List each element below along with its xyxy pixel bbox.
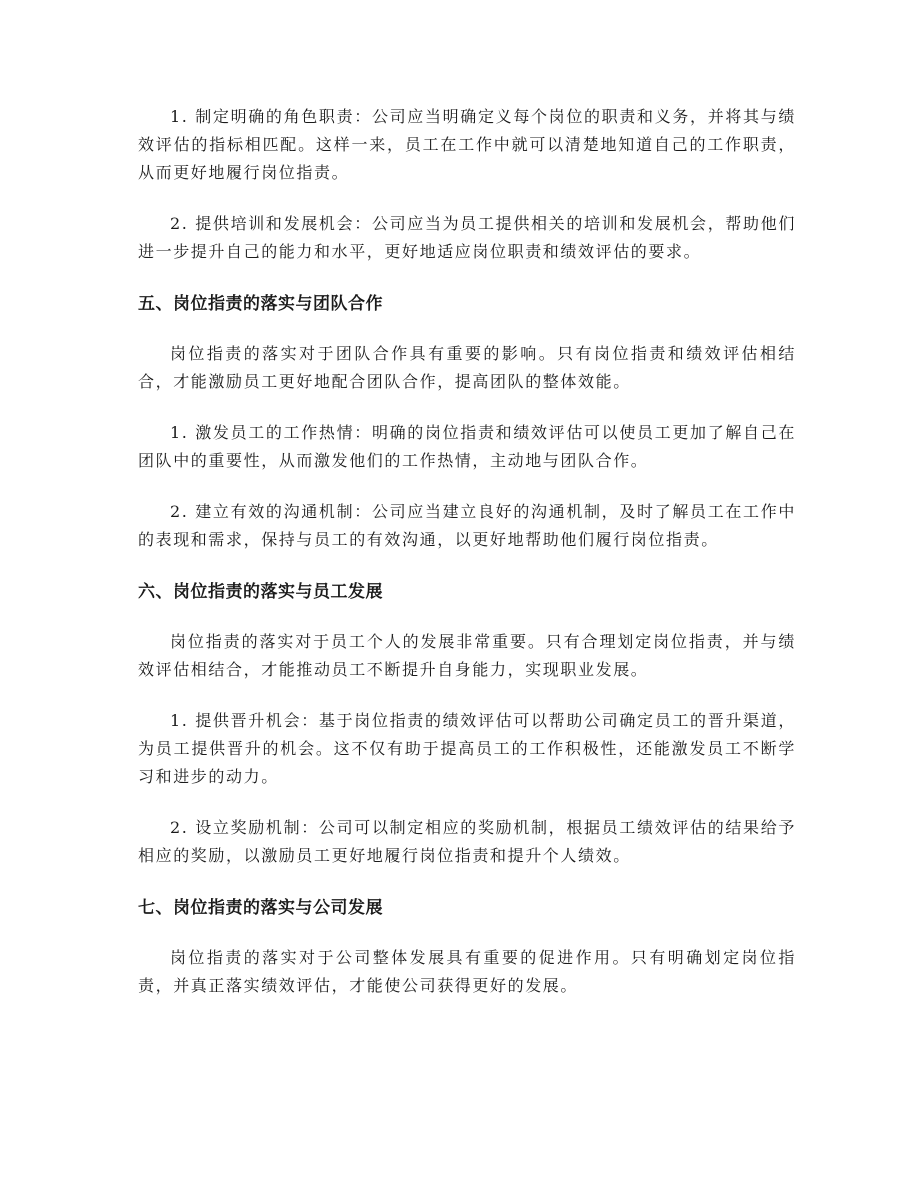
paragraph-communication: 2. 建立有效的沟通机制：公司应当建立良好的沟通机制，及时了解员工在工作中的表现和需求，保持与员工的有效沟通，以更好地帮助他们履行岗位指责。 [138,502,796,549]
paragraph-teamwork-intro: 岗位指责的落实对于团队合作具有重要的影响。只有岗位指责和绩效评估相结合，才能激励员工更好地配合团队合作，提高团队的整体效能。 [138,344,796,391]
paragraph-rewards: 2. 设立奖励机制：公司可以制定相应的奖励机制，根据员工绩效评估的结果给予相应的奖励，以激励员工更好地履行岗位指责和提升个人绩效。 [138,818,796,865]
paragraph-company-intro: 岗位指责的落实对于公司整体发展具有重要的促进作用。只有明确划定岗位指责，并真正落实绩效评估，才能使公司获得更好的发展。 [138,948,796,995]
paragraph-development-intro: 岗位指责的落实对于员工个人的发展非常重要。只有合理划定岗位指责，并与绩效评估相结合，才能推动员工不断提升自身能力，实现职业发展。 [138,632,796,679]
document-page [138,103,796,1000]
paragraph-promotion: 1. 提供晋升机会：基于岗位指责的绩效评估可以帮助公司确定员工的晋升渠道，为员工提供晋升的机会。这不仅有助于提高员工的工作积极性，还能激发员工不断学习和进步的动力。 [138,711,796,786]
paragraph-motivation: 1. 激发员工的工作热情：明确的岗位指责和绩效评估可以使员工更加了解自己在团队中的重要性，从而激发他们的工作热情，主动地与团队合作。 [138,423,796,470]
section-heading-company-development: 七、岗位指责的落实与公司发展 [138,898,383,918]
paragraph-training: 2. 提供培训和发展机会：公司应当为员工提供相关的培训和发展机会，帮助他们进一步提升自己的能力和水平，更好地适应岗位职责和绩效评估的要求。 [138,214,796,261]
paragraph-role-duties: 1. 制定明确的角色职责：公司应当明确定义每个岗位的职责和义务，并将其与绩效评估的指标相匹配。这样一来，员工在工作中就可以清楚地知道自己的工作职责，从而更好地履行岗位指责。 [138,107,796,182]
section-heading-employee-development: 六、岗位指责的落实与员工发展 [138,582,383,602]
section-heading-teamwork: 五、岗位指责的落实与团队合作 [138,294,383,314]
